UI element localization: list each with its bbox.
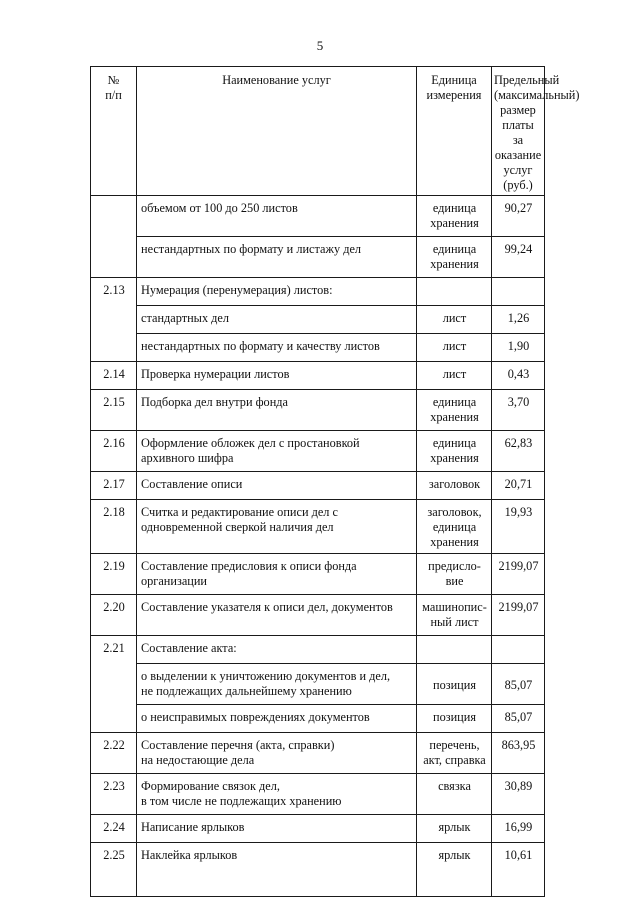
table-row — [91, 815, 545, 843]
table-row — [91, 774, 545, 815]
row-price: 3,70 — [492, 390, 545, 431]
table-row — [91, 705, 545, 733]
row-unit: машинопис- ный лист — [417, 595, 492, 636]
row-num: 2.19 — [91, 554, 137, 595]
page-number: 5 — [316, 38, 324, 53]
row-price: 85,07 — [492, 705, 545, 733]
row-unit: заголовок, единица хранения — [417, 500, 492, 554]
row-price — [492, 278, 545, 306]
table-row — [91, 278, 545, 306]
row-price: 2199,07 — [492, 595, 545, 636]
row-name: Составление указателя к описи дел, документов — [137, 595, 417, 636]
row-name: Составление акта: — [137, 636, 417, 664]
row-name: Составление предисловия к описи фонда организации — [137, 554, 417, 595]
row-num: 2.25 — [91, 843, 137, 897]
row-price: 10,61 — [492, 843, 545, 897]
row-unit — [417, 636, 492, 664]
row-unit: единица хранения — [417, 237, 492, 278]
row-name: нестандартных по формату и листажу дел — [137, 237, 417, 278]
row-price: 0,43 — [492, 362, 545, 390]
table-row — [91, 636, 545, 664]
row-num — [91, 196, 137, 278]
row-name: о выделении к уничтожению документов и дел, не подлежащих дальнейшему хранению — [137, 664, 417, 705]
table-row — [91, 237, 545, 278]
row-unit: единица хранения — [417, 431, 492, 472]
row-num: 2.14 — [91, 362, 137, 390]
table-row — [91, 664, 545, 705]
table-row — [91, 362, 545, 390]
table-row — [91, 431, 545, 472]
table-row — [91, 500, 545, 554]
row-name: Написание ярлыков — [137, 815, 417, 843]
table-row — [91, 733, 545, 774]
row-unit: связка — [417, 774, 492, 815]
table-row — [91, 843, 545, 897]
table-row — [91, 196, 545, 237]
row-name: нестандартных по формату и качеству листов — [137, 334, 417, 362]
row-name: Формирование связок дел, в том числе не подлежащих хранению — [137, 774, 417, 815]
row-num: 2.18 — [91, 500, 137, 554]
table-row — [91, 306, 545, 334]
row-unit: заголовок — [417, 472, 492, 500]
row-name: Наклейка ярлыков — [137, 843, 417, 897]
row-price: 2199,07 — [492, 554, 545, 595]
row-unit: перечень, акт, справка — [417, 733, 492, 774]
table-row — [91, 334, 545, 362]
row-num: 2.24 — [91, 815, 137, 843]
header-unit: Единица измерения — [417, 67, 492, 196]
row-num: 2.16 — [91, 431, 137, 472]
row-name: объемом от 100 до 250 листов — [137, 196, 417, 237]
header-num: № п/п — [91, 67, 137, 196]
header-name: Наименование услуг — [137, 67, 417, 196]
row-price: 1,90 — [492, 334, 545, 362]
table-row — [91, 390, 545, 431]
row-price: 19,93 — [492, 500, 545, 554]
row-name: стандартных дел — [137, 306, 417, 334]
row-price: 90,27 — [492, 196, 545, 237]
row-name: Составление описи — [137, 472, 417, 500]
row-name: о неисправимых повреждениях документов — [137, 705, 417, 733]
row-num: 2.21 — [91, 636, 137, 733]
row-price: 20,71 — [492, 472, 545, 500]
table-row — [91, 554, 545, 595]
price-table — [90, 66, 580, 897]
row-name: Нумерация (перенумерация) листов: — [137, 278, 417, 306]
row-price: 1,26 — [492, 306, 545, 334]
row-price: 62,83 — [492, 431, 545, 472]
row-name: Оформление обложек дел с простановкой архивного шифра — [137, 431, 417, 472]
row-unit: единица хранения — [417, 196, 492, 237]
table-header-row — [91, 67, 545, 196]
table-row — [91, 595, 545, 636]
row-num: 2.13 — [91, 278, 137, 362]
row-unit: лист — [417, 362, 492, 390]
row-unit: позиция — [417, 705, 492, 733]
row-unit: лист — [417, 334, 492, 362]
row-price — [492, 636, 545, 664]
row-num: 2.17 — [91, 472, 137, 500]
row-unit: предисло- вие — [417, 554, 492, 595]
row-name: Проверка нумерации листов — [137, 362, 417, 390]
row-price: 30,89 — [492, 774, 545, 815]
row-unit: ярлык — [417, 843, 492, 897]
row-name: Подборка дел внутри фонда — [137, 390, 417, 431]
row-unit: единица хранения — [417, 390, 492, 431]
row-unit: ярлык — [417, 815, 492, 843]
row-num: 2.23 — [91, 774, 137, 815]
header-price: Предельный (максимальный) размер платы за оказание услуг (руб.) — [492, 67, 545, 196]
row-unit: лист — [417, 306, 492, 334]
row-num: 2.22 — [91, 733, 137, 774]
row-price: 16,99 — [492, 815, 545, 843]
row-price: 99,24 — [492, 237, 545, 278]
row-unit — [417, 278, 492, 306]
row-name: Считка и редактирование описи дел с одновременной сверкой наличия дел — [137, 500, 417, 554]
row-unit: позиция — [417, 664, 492, 705]
row-price: 863,95 — [492, 733, 545, 774]
table-row — [91, 472, 545, 500]
row-price: 85,07 — [492, 664, 545, 705]
row-num: 2.15 — [91, 390, 137, 431]
row-num: 2.20 — [91, 595, 137, 636]
row-name: Составление перечня (акта, справки) на недостающие дела — [137, 733, 417, 774]
